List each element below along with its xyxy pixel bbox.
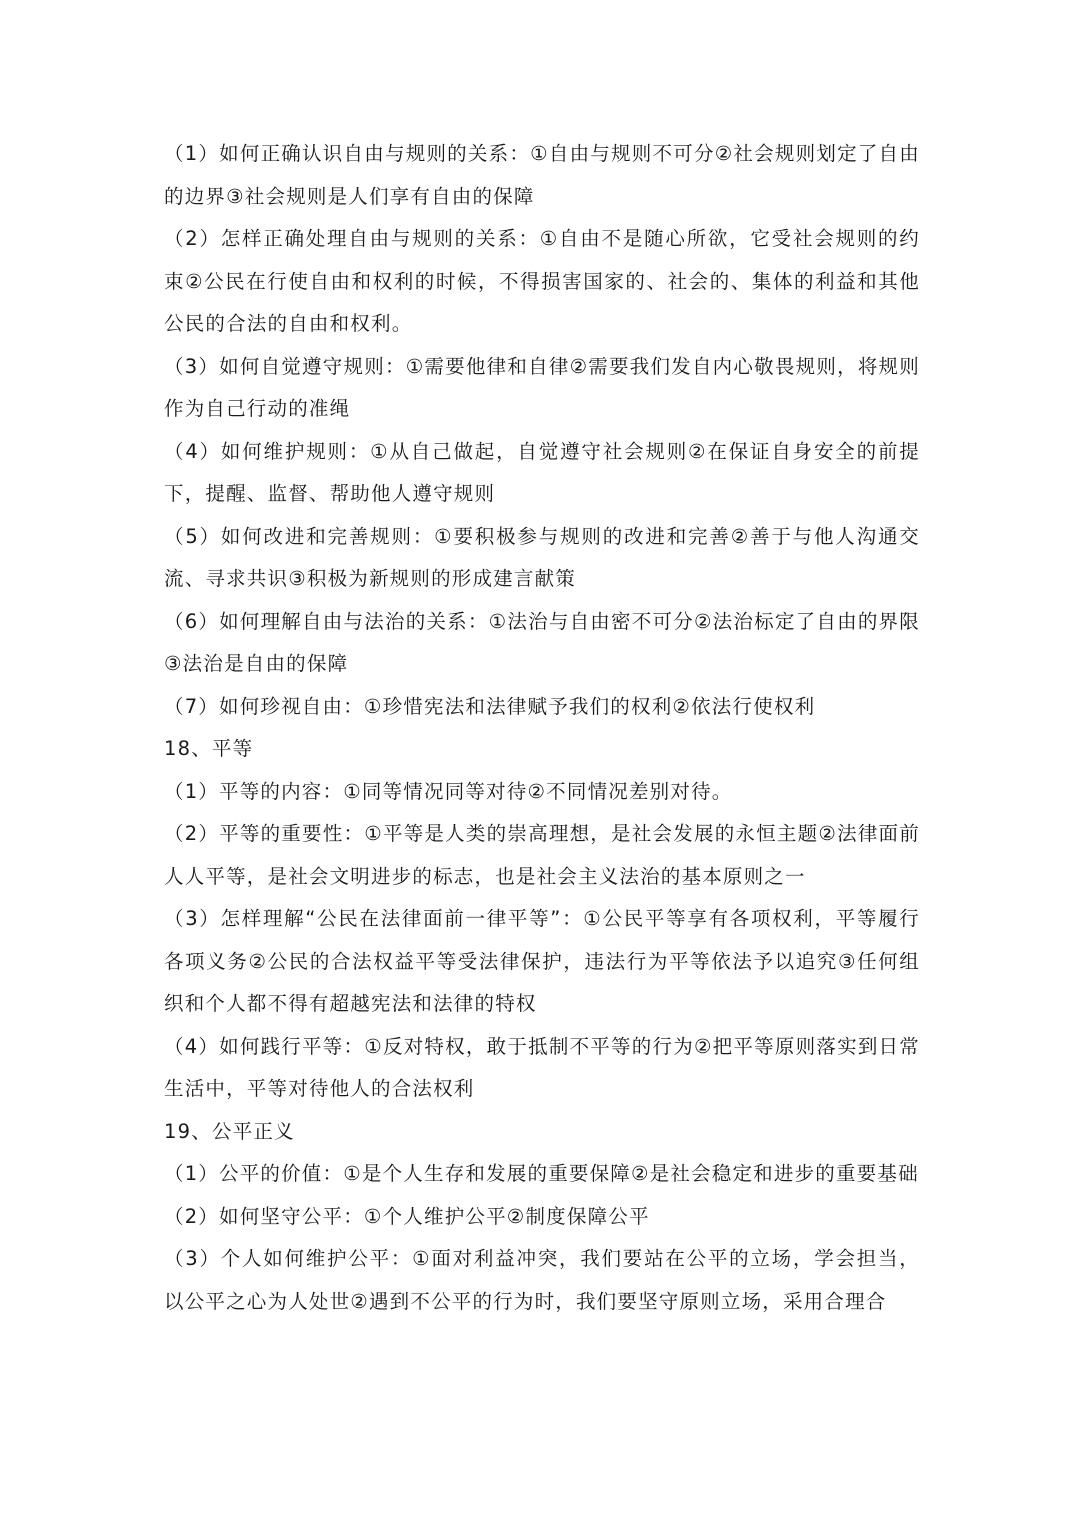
paragraph-handle-freedom-rules: （2）怎样正确处理自由与规则的关系：①自由不是随心所欲，它受社会规则的约束②公民在行使自由和权利的时候，不得损害国家的、社会的、集体的利益和其他公民的合法的自由和权利。 (164, 227, 920, 335)
paragraph-equality-importance: （2）平等的重要性：①平等是人类的崇高理想，是社会发展的永恒主题②法律面前人人平等，是社会文明进步的标志，也是社会主义法治的基本原则之一 (164, 822, 920, 888)
paragraph-freedom-rules-relation: （1）如何正确认识自由与规则的关系：①自由与规则不可分②社会规则划定了自由的边界③社会规则是人们享有自由的保障 (164, 142, 920, 208)
paragraph-practice-equality: （4）如何践行平等：①反对特权，敢于抵制不平等的行为②把平等原则落实到日常生活中，平等对待他人的合法权利 (164, 1034, 920, 1100)
paragraph-improve-rules: （5）如何改进和完善规则：①要积极参与规则的改进和完善②善于与他人沟通交流、寻求共识③积极为新规则的形成建言献策 (164, 524, 920, 590)
paragraph-obey-rules: （3）如何自觉遵守规则：①需要他律和自律②需要我们发自内心敬畏规则，将规则作为自己行动的准绳 (164, 354, 920, 420)
paragraph-equal-before-law: （3）怎样理解“公民在法律面前一律平等”：①公民平等享有各项权利，平等履行各项义务②公民的合法权益平等受法律保护，违法行为平等依法予以追究③任何组织和个人都不得有超越宪法和法律的特权 (164, 907, 920, 1015)
paragraph-freedom-rule-of-law: （6）如何理解自由与法治的关系：①法治与自由密不可分②法治标定了自由的界限③法治是自由的保障 (164, 609, 920, 675)
paragraph-equality-content: （1）平等的内容：①同等情况同等对待②不同情况差别对待。 (164, 779, 733, 803)
section-heading-fairness-justice: 19、公平正义 (164, 1119, 295, 1143)
section-heading-equality: 18、平等 (164, 737, 254, 760)
paragraph-individual-fairness: （3）个人如何维护公平：①面对利益冲突，我们要站在公平的立场，学会担当，以公平之心为人处世②遇到不公平的行为时，我们要坚守原则立场，采用合理合 (164, 1247, 920, 1313)
paragraph-uphold-fairness: （2）如何坚守公平：①个人维护公平②制度保障公平 (164, 1204, 650, 1228)
paragraph-cherish-freedom: （7）如何珍视自由：①珍惜宪法和法律赋予我们的权利②依法行使权利 (164, 694, 816, 718)
paragraph-maintain-rules: （4）如何维护规则：①从自己做起，自觉遵守社会规则②在保证自身安全的前提下，提醒、监督、帮助他人遵守规则 (164, 439, 920, 505)
paragraph-fairness-value: （1）公平的价值：①是个人生存和发展的重要保障②是社会稳定和进步的重要基础 (164, 1162, 919, 1185)
document-page (164, 133, 920, 1323)
